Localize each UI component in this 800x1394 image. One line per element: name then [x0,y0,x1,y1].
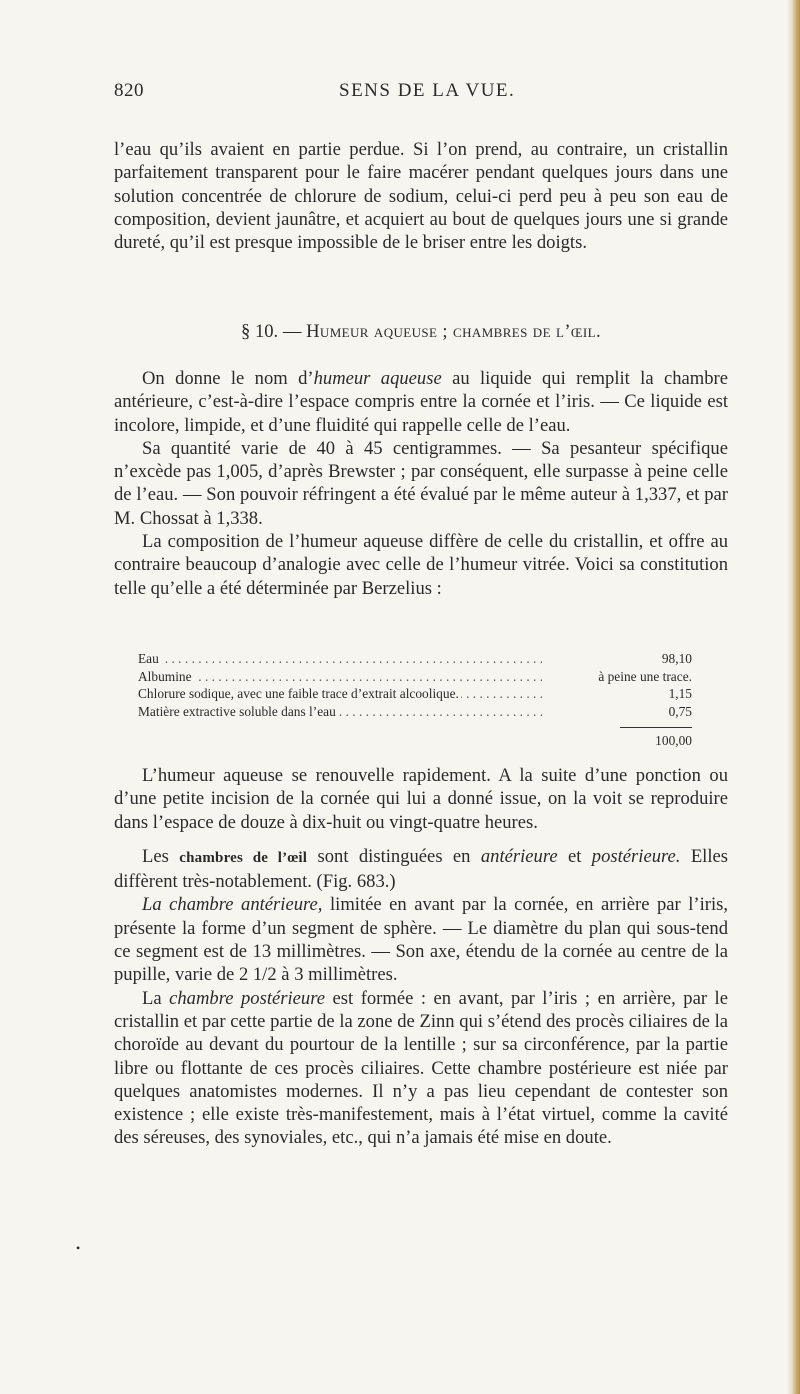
margin-mark: • [76,1241,81,1255]
term-chambre-posterieure: chambre postérieure [169,987,326,1009]
row-label: Eau [138,651,159,666]
paragraph-quantity: Sa quantité varie de 40 à 45 centigrammes. — Sa pesanteur spécifique n’excède pas 1,005, d’après Brewster ; par conséquent, elle surpasse à peine celle de l’eau. — Son pouvoir réfringent a été évalué par le même auteur à 1,337, et par M. Chossat à 1,338. [114,437,728,529]
page-edge-shadow [786,0,800,1394]
term-anterieure: antérieure [480,845,558,867]
paragraph-chambre-anterieure: La chambre antérieure, limitée en avant par la cornée, en arrière par l’iris, présente la forme d’un segment de sphère. — Le diamètre du plan qui sous-tend ce segment est de 13 millimètres. — Son axe, étendu de la cornée au centre de la pupille, varie de 2 1/2 à 3 millimètres. [114,894,729,986]
term-chambres: chambres de l’œil [179,849,308,866]
row-label: Matière extractive soluble dans l’eau [138,703,336,719]
body-block-2 [114,764,728,1150]
paragraph-renewal: L’humeur aqueuse se renouvelle rapidement. A la suite d’une ponction ou d’une petite incision de la cornée qui lui a donné issue, on la voit se reproduire dans l’espace de douze à dix-huit ou vingt-quatre heures. [114,765,728,833]
page-header [114,80,728,120]
section-heading [114,320,728,343]
table-row [138,650,692,668]
row-value: 0,75 [668,703,692,719]
section-number: § 10. — [241,321,302,342]
composition-total: 100,00 [655,733,692,748]
table-row [138,668,692,686]
body-block-1 [114,367,728,600]
table-row [138,703,692,721]
running-title: SENS DE LA VUE. [339,80,516,101]
row-label: Chlorure sodique, avec une faible trace d’extrait alcoolique. [138,686,459,701]
term-chambre-anterieure: La chambre antérieure, [142,894,323,916]
intro-text: l’eau qu’ils avaient en partie perdue. Si l’on prend, au contraire, un cristallin parfaitement transparent pour le faire macérer pendant quelques jours dans une solution concentrée de chlorure de sodium, celui-ci perd peu à peu son eau de composition, devient jaunâtre, et acquiert au bout de quelques jours une si grande dureté, qu’il est presque impossible de le briser entre les doigts. [114,139,728,254]
term-humeur-aqueuse: humeur aqueuse [313,368,442,389]
section-title: Humeur aqueuse ; chambres de l’œil. [306,321,601,342]
paragraph-composition-intro: La composition de l’humeur aqueuse diffère de celle du cristallin, et offre au contraire beaucoup d’analogie avec celle de l’humeur vitrée. Voici sa constitution telle qu’elle a été déterminée par Berzelius : [114,531,728,599]
paragraph-chambers: Les chambres de l’œil sont distinguées en antérieure et postérieure. Elles diffèrent très-notablement. (Fig. 683.) [114,845,729,893]
intro-paragraph [114,138,728,254]
row-value: 98,10 [661,651,692,666]
paragraph-definition: On donne le nom d’humeur aqueuse au liquide qui remplit la chambre antérieure, c’est-à-dire l’espace compris entre la cornée et l’iris. — Ce liquide est incolore, limpide, et d’une fluidité qui rappelle celle de l’eau. [114,368,728,436]
paragraph-chambre-posterieure: La chambre postérieure est formée : en avant, par l’iris ; en arrière, par le cristallin et par cette partie de la zone de Zinn qui s’étend des procès ciliaires de la choroïde au devant du pourtour de la lentille ; sur sa circonférence, par la partie libre ou flottante de ces procès ciliaires. Cette chambre postérieure est niée par quelques anatomistes modernes. Il n’y a pas lieu cependant de contester son existence ; elle existe très-manifestement, mais à l’état virtuel, comme la cavité des séreuses, des synoviales, etc., qui n’a jamais été mise en doute. [114,987,728,1149]
total-rule [620,727,692,728]
row-value: à peine une trace. [598,668,692,684]
row-label: Albumine [138,668,192,684]
table-row [138,685,692,703]
row-value: 1,15 [668,686,692,701]
term-posterieure: postérieure. [591,845,681,867]
composition-table [138,650,692,720]
page-number: 820 [114,80,144,101]
